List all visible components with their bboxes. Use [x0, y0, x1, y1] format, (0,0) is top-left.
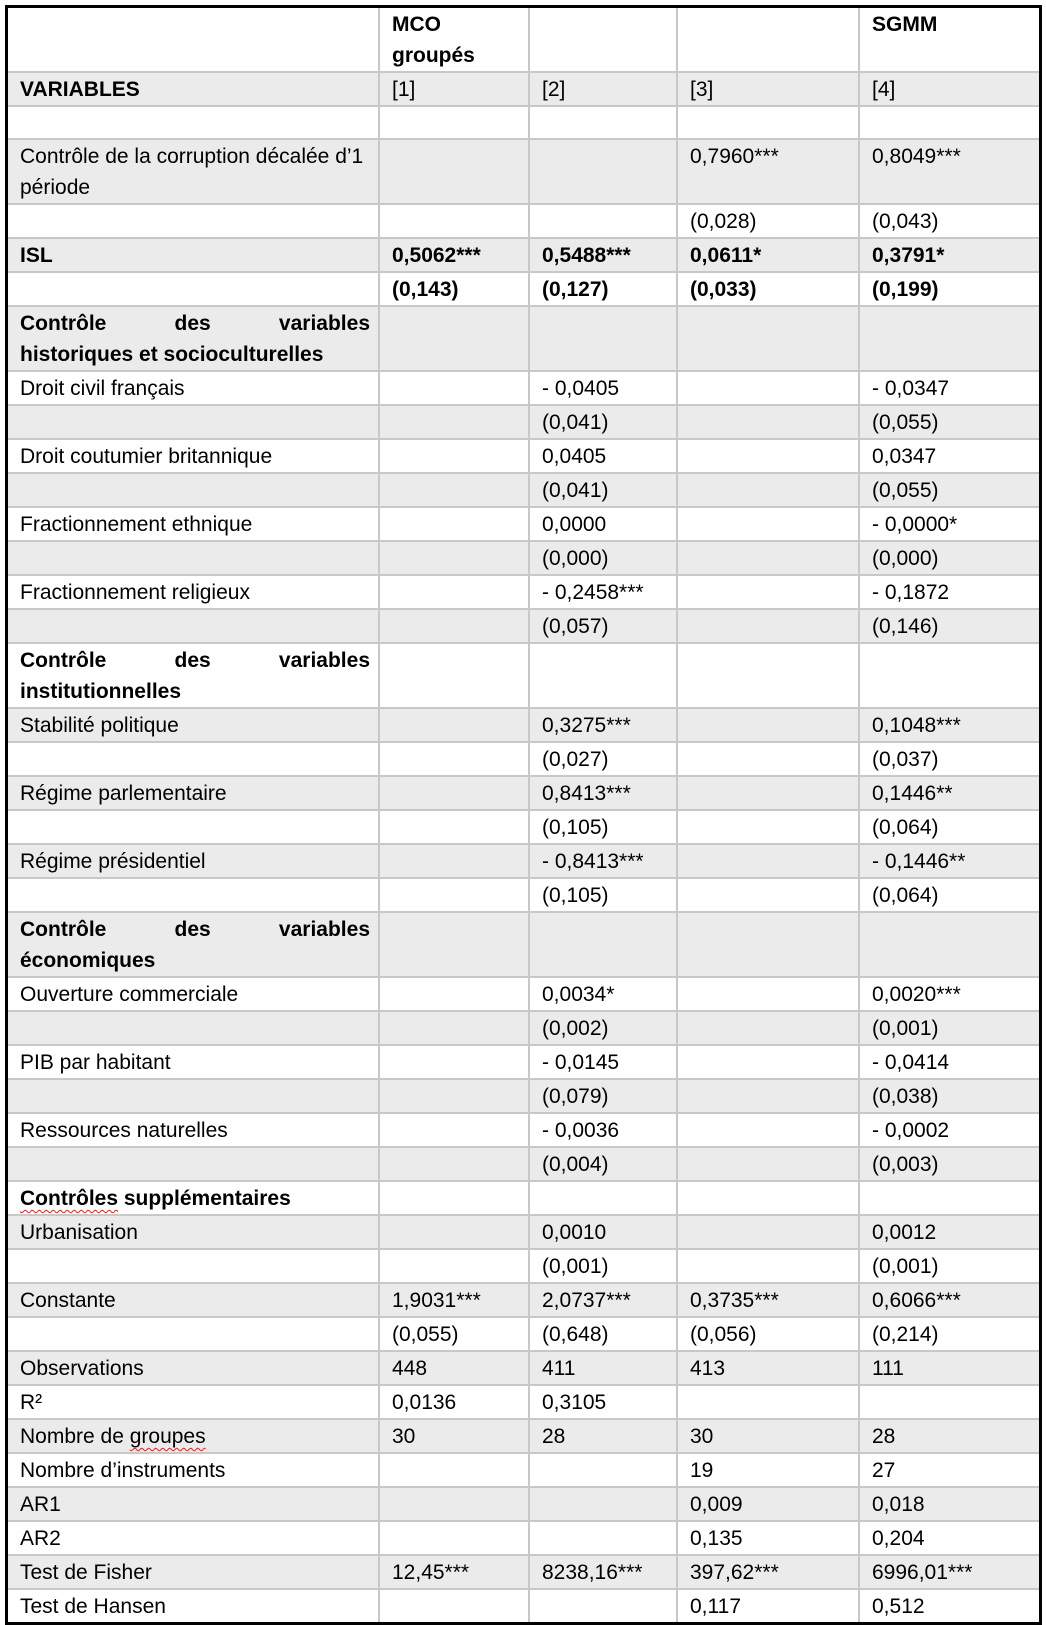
- section-row: [8, 912, 1039, 977]
- value-cell-col1: [379, 1181, 529, 1215]
- row-label: [8, 742, 379, 776]
- value-cell-col2: 28: [529, 1419, 677, 1453]
- spellcheck-word: Contrôles: [20, 1187, 119, 1210]
- row-label: AR2: [8, 1521, 379, 1555]
- section-label: [8, 643, 379, 708]
- value-cell-col1: [379, 912, 529, 977]
- section-row: [8, 1181, 1039, 1215]
- row-label: [8, 272, 379, 306]
- value-cell-col2: (0,041): [529, 473, 677, 507]
- value-cell-col2: [529, 1521, 677, 1555]
- value-cell-col4: (0,064): [859, 810, 1039, 844]
- row-label: Droit coutumier britannique: [8, 439, 379, 473]
- value-cell-col1: [379, 1147, 529, 1181]
- value-cell-col1: [379, 1521, 529, 1555]
- value-cell-col4: (0,000): [859, 541, 1039, 575]
- table-row: [8, 507, 1039, 541]
- value-cell-col4: (0,146): [859, 609, 1039, 643]
- row-label: Nombre d’instruments: [8, 1453, 379, 1487]
- table-row: [8, 238, 1039, 272]
- value-cell-col1: [379, 405, 529, 439]
- row-label: Urbanisation: [8, 1215, 379, 1249]
- table-row: [8, 1487, 1039, 1521]
- value-cell-col3: [677, 575, 859, 609]
- value-cell-col1: [379, 1011, 529, 1045]
- row-label: [8, 1011, 379, 1045]
- value-cell-col2: [529, 643, 677, 708]
- value-cell-col4: (0,038): [859, 1079, 1039, 1113]
- value-cell-col1: [379, 977, 529, 1011]
- value-cell-col3: 0,3735***: [677, 1283, 859, 1317]
- value-cell-col2: [529, 1181, 677, 1215]
- value-cell-col1: [379, 609, 529, 643]
- value-cell-col1: 30: [379, 1419, 529, 1453]
- table-row: [8, 1453, 1039, 1487]
- row-label: ISL: [8, 238, 379, 272]
- value-cell-col2: 0,0000: [529, 507, 677, 541]
- value-cell-col2: - 0,0405: [529, 371, 677, 405]
- value-cell-col2: (0,648): [529, 1317, 677, 1351]
- value-cell-col1: [379, 708, 529, 742]
- column-header-2: [2]: [529, 72, 677, 106]
- value-cell-col2: [529, 204, 677, 238]
- value-cell-col3: [677, 609, 859, 643]
- value-cell-col3: [677, 507, 859, 541]
- table-row: [8, 1113, 1039, 1147]
- std-error-row: [8, 541, 1039, 575]
- value-cell-col1: [379, 1079, 529, 1113]
- value-cell-col2: (0,041): [529, 405, 677, 439]
- std-error-row: [8, 1147, 1039, 1181]
- row-label-text: Nombre de: [20, 1425, 130, 1448]
- value-cell-col4: (0,003): [859, 1147, 1039, 1181]
- value-cell-col2: 0,0405: [529, 439, 677, 473]
- value-cell-col1: [379, 844, 529, 878]
- table-row: [8, 708, 1039, 742]
- value-cell-col4: - 0,0414: [859, 1045, 1039, 1079]
- value-cell-col3: [677, 306, 859, 371]
- row-label: Fractionnement religieux: [8, 575, 379, 609]
- row-label: [8, 473, 379, 507]
- row-label: Ouverture commerciale: [8, 977, 379, 1011]
- value-cell-col3: [677, 1147, 859, 1181]
- value-cell-col4: - 0,0000*: [859, 507, 1039, 541]
- value-cell-col4: 0,0012: [859, 1215, 1039, 1249]
- value-cell-col4: 0,8049***: [859, 139, 1039, 204]
- row-label: PIB par habitant: [8, 1045, 379, 1079]
- value-cell-col3: [677, 1385, 859, 1419]
- value-cell-col1: [379, 1249, 529, 1283]
- table-row: [8, 1419, 1039, 1453]
- section-row: [8, 643, 1039, 708]
- value-cell-col1: [379, 776, 529, 810]
- section-row: [8, 306, 1039, 371]
- table-row: [8, 1283, 1039, 1317]
- section-label-line2: historiques et socioculturelles: [20, 343, 324, 366]
- table-row: [8, 1215, 1039, 1249]
- value-cell-col2: 0,3275***: [529, 708, 677, 742]
- value-cell-col3: [677, 371, 859, 405]
- std-error-row: [8, 1079, 1039, 1113]
- section-label: [8, 912, 379, 977]
- section-label-line2: institutionnelles: [20, 680, 182, 703]
- value-cell-col2: - 0,8413***: [529, 844, 677, 878]
- value-cell-col4: (0,199): [859, 272, 1039, 306]
- value-cell-col4: 0,1446**: [859, 776, 1039, 810]
- row-label: [8, 405, 379, 439]
- column-header-3: [3]: [677, 72, 859, 106]
- table-row: [8, 106, 1039, 139]
- value-cell-col4: - 0,0347: [859, 371, 1039, 405]
- value-cell-col3: 413: [677, 1351, 859, 1385]
- std-error-row: [8, 810, 1039, 844]
- std-error-row: [8, 204, 1039, 238]
- value-cell-col3: 0,0611*: [677, 238, 859, 272]
- value-cell-col3: [677, 1181, 859, 1215]
- value-cell-col3: 397,62***: [677, 1555, 859, 1589]
- value-cell-col3: 30: [677, 1419, 859, 1453]
- row-label: Fractionnement ethnique: [8, 507, 379, 541]
- value-cell-col2: [529, 912, 677, 977]
- value-cell-col1: [379, 439, 529, 473]
- section-label: [8, 1181, 379, 1215]
- row-label: [8, 541, 379, 575]
- row-label: Test de Hansen: [8, 1589, 379, 1622]
- value-cell-col1: [379, 643, 529, 708]
- std-error-row: [8, 473, 1039, 507]
- value-cell-col2: [529, 1487, 677, 1521]
- group-header-cell: [529, 8, 677, 72]
- row-label: [8, 609, 379, 643]
- value-cell-col1: [379, 106, 529, 139]
- value-cell-col3: [677, 1079, 859, 1113]
- row-label: Stabilité politique: [8, 708, 379, 742]
- value-cell-col2: (0,004): [529, 1147, 677, 1181]
- value-cell-col4: [859, 643, 1039, 708]
- value-cell-col4: (0,037): [859, 742, 1039, 776]
- value-cell-col4: (0,214): [859, 1317, 1039, 1351]
- value-cell-col3: 19: [677, 1453, 859, 1487]
- value-cell-col3: 0,117: [677, 1589, 859, 1622]
- value-cell-col1: [379, 1589, 529, 1622]
- value-cell-col4: (0,001): [859, 1011, 1039, 1045]
- value-cell-col4: 0,3791*: [859, 238, 1039, 272]
- value-cell-col4: [859, 306, 1039, 371]
- value-cell-col1: 448: [379, 1351, 529, 1385]
- value-cell-col4: (0,055): [859, 473, 1039, 507]
- value-cell-col4: [859, 912, 1039, 977]
- row-label: Contrôle de la corruption décalée d’1 période: [8, 139, 379, 204]
- value-cell-col2: - 0,0036: [529, 1113, 677, 1147]
- value-cell-col4: (0,055): [859, 405, 1039, 439]
- table-row: [8, 439, 1039, 473]
- value-cell-col2: (0,001): [529, 1249, 677, 1283]
- value-cell-col1: 0,0136: [379, 1385, 529, 1419]
- table-row: [8, 1521, 1039, 1555]
- row-label: R²: [8, 1385, 379, 1419]
- value-cell-col1: [379, 371, 529, 405]
- row-label: [8, 1147, 379, 1181]
- value-cell-col2: 0,0034*: [529, 977, 677, 1011]
- section-label-line1: Contrôle des variables: [20, 918, 370, 941]
- value-cell-col1: [379, 575, 529, 609]
- group-header-row: [8, 8, 1039, 72]
- value-cell-col4: 0,0020***: [859, 977, 1039, 1011]
- value-cell-col4: 0,1048***: [859, 708, 1039, 742]
- value-cell-col3: [677, 1011, 859, 1045]
- column-header-variables: VARIABLES: [8, 72, 379, 106]
- value-cell-col4: 111: [859, 1351, 1039, 1385]
- value-cell-col4: [859, 1181, 1039, 1215]
- table-row: [8, 1045, 1039, 1079]
- value-cell-col2: [529, 1589, 677, 1622]
- table-row: [8, 371, 1039, 405]
- std-error-row: [8, 1317, 1039, 1351]
- value-cell-col2: (0,079): [529, 1079, 677, 1113]
- row-label: Régime présidentiel: [8, 844, 379, 878]
- column-header-1: [1]: [379, 72, 529, 106]
- row-label: [8, 204, 379, 238]
- value-cell-col3: [677, 405, 859, 439]
- row-label: Constante: [8, 1283, 379, 1317]
- value-cell-col1: 0,5062***: [379, 238, 529, 272]
- value-cell-col3: [677, 541, 859, 575]
- value-cell-col1: 12,45***: [379, 1555, 529, 1589]
- std-error-row: [8, 742, 1039, 776]
- value-cell-col2: (0,000): [529, 541, 677, 575]
- value-cell-col2: - 0,2458***: [529, 575, 677, 609]
- value-cell-col3: [677, 742, 859, 776]
- value-cell-col2: (0,057): [529, 609, 677, 643]
- value-cell-col3: [677, 106, 859, 139]
- std-error-row: [8, 609, 1039, 643]
- value-cell-col4: - 0,1872: [859, 575, 1039, 609]
- value-cell-col1: [379, 1487, 529, 1521]
- value-cell-col3: [677, 912, 859, 977]
- value-cell-col2: 0,5488***: [529, 238, 677, 272]
- row-label: [8, 106, 379, 139]
- std-error-row: [8, 1249, 1039, 1283]
- value-cell-col3: 0,7960***: [677, 139, 859, 204]
- value-cell-col3: [677, 776, 859, 810]
- column-header-row: [8, 72, 1039, 106]
- table-row: [8, 1589, 1039, 1622]
- value-cell-col3: [677, 1249, 859, 1283]
- value-cell-col1: [379, 204, 529, 238]
- std-error-row: [8, 878, 1039, 912]
- table-row: [8, 844, 1039, 878]
- value-cell-col3: [677, 473, 859, 507]
- value-cell-col2: (0,002): [529, 1011, 677, 1045]
- row-label: Ressources naturelles: [8, 1113, 379, 1147]
- value-cell-col4: - 0,0002: [859, 1113, 1039, 1147]
- value-cell-col2: - 0,0145: [529, 1045, 677, 1079]
- value-cell-col1: [379, 306, 529, 371]
- value-cell-col4: 0,018: [859, 1487, 1039, 1521]
- row-label: Régime parlementaire: [8, 776, 379, 810]
- row-label: [8, 878, 379, 912]
- column-header-4: [4]: [859, 72, 1039, 106]
- value-cell-col3: [677, 1045, 859, 1079]
- group-header-sgmm: SGMM: [859, 8, 1039, 72]
- value-cell-col2: (0,105): [529, 810, 677, 844]
- value-cell-col1: [379, 742, 529, 776]
- section-label-line2: économiques: [20, 949, 156, 972]
- row-label: [8, 810, 379, 844]
- value-cell-col3: (0,056): [677, 1317, 859, 1351]
- value-cell-col1: (0,143): [379, 272, 529, 306]
- value-cell-col2: (0,027): [529, 742, 677, 776]
- value-cell-col1: [379, 878, 529, 912]
- value-cell-col1: [379, 541, 529, 575]
- section-label-rest: supplémentaires: [118, 1187, 291, 1210]
- value-cell-col4: [859, 106, 1039, 139]
- value-cell-col2: [529, 1453, 677, 1487]
- value-cell-col4: (0,001): [859, 1249, 1039, 1283]
- value-cell-col4: [859, 1385, 1039, 1419]
- value-cell-col4: 0,512: [859, 1589, 1039, 1622]
- value-cell-col4: 28: [859, 1419, 1039, 1453]
- group-header-mco: MCO groupés: [379, 8, 529, 72]
- value-cell-col2: (0,127): [529, 272, 677, 306]
- value-cell-col3: [677, 878, 859, 912]
- value-cell-col3: [677, 708, 859, 742]
- value-cell-col2: 0,0010: [529, 1215, 677, 1249]
- value-cell-col1: [379, 1215, 529, 1249]
- value-cell-col4: 6996,01***: [859, 1555, 1039, 1589]
- value-cell-col3: (0,033): [677, 272, 859, 306]
- value-cell-col1: [379, 139, 529, 204]
- row-label: [8, 1249, 379, 1283]
- row-label: Test de Fisher: [8, 1555, 379, 1589]
- value-cell-col1: 1,9031***: [379, 1283, 529, 1317]
- value-cell-col3: [677, 844, 859, 878]
- std-error-row: [8, 1011, 1039, 1045]
- std-error-row: [8, 272, 1039, 306]
- value-cell-col1: [379, 1453, 529, 1487]
- table-row: [8, 1555, 1039, 1589]
- value-cell-col2: [529, 139, 677, 204]
- row-label: Observations: [8, 1351, 379, 1385]
- value-cell-col1: [379, 473, 529, 507]
- regression-table: [8, 8, 1039, 1622]
- value-cell-col2: 411: [529, 1351, 677, 1385]
- value-cell-col4: 0,204: [859, 1521, 1039, 1555]
- value-cell-col4: 27: [859, 1453, 1039, 1487]
- row-label: Droit civil français: [8, 371, 379, 405]
- value-cell-col3: [677, 439, 859, 473]
- value-cell-col2: 2,0737***: [529, 1283, 677, 1317]
- value-cell-col3: [677, 1113, 859, 1147]
- value-cell-col3: [677, 1215, 859, 1249]
- value-cell-col2: 0,8413***: [529, 776, 677, 810]
- value-cell-col2: 0,3105: [529, 1385, 677, 1419]
- value-cell-col4: - 0,1446**: [859, 844, 1039, 878]
- value-cell-col2: [529, 306, 677, 371]
- value-cell-col1: [379, 507, 529, 541]
- table-row: [8, 776, 1039, 810]
- row-label: [8, 1079, 379, 1113]
- row-label: [8, 1317, 379, 1351]
- row-label: [8, 1419, 379, 1453]
- value-cell-col2: [529, 106, 677, 139]
- table-row: [8, 575, 1039, 609]
- value-cell-col2: (0,105): [529, 878, 677, 912]
- value-cell-col4: 0,0347: [859, 439, 1039, 473]
- group-header-cell: [8, 8, 379, 72]
- value-cell-col3: [677, 643, 859, 708]
- section-label-line1: Contrôle des variables: [20, 649, 370, 672]
- spellcheck-word: groupes: [129, 1425, 206, 1448]
- value-cell-col4: (0,064): [859, 878, 1039, 912]
- table-row: [8, 139, 1039, 204]
- value-cell-col1: [379, 810, 529, 844]
- row-label: AR1: [8, 1487, 379, 1521]
- value-cell-col3: [677, 977, 859, 1011]
- table-row: [8, 977, 1039, 1011]
- section-label: [8, 306, 379, 371]
- value-cell-col2: 8238,16***: [529, 1555, 677, 1589]
- table-row: [8, 1351, 1039, 1385]
- regression-table-frame: [5, 5, 1042, 1625]
- std-error-row: [8, 405, 1039, 439]
- value-cell-col4: 0,6066***: [859, 1283, 1039, 1317]
- value-cell-col3: [677, 810, 859, 844]
- value-cell-col3: (0,028): [677, 204, 859, 238]
- table-row: [8, 1385, 1039, 1419]
- value-cell-col4: (0,043): [859, 204, 1039, 238]
- value-cell-col3: 0,009: [677, 1487, 859, 1521]
- value-cell-col3: 0,135: [677, 1521, 859, 1555]
- value-cell-col1: (0,055): [379, 1317, 529, 1351]
- value-cell-col1: [379, 1045, 529, 1079]
- section-label-line1: Contrôle des variables: [20, 312, 370, 335]
- value-cell-col1: [379, 1113, 529, 1147]
- group-header-cell: [677, 8, 859, 72]
